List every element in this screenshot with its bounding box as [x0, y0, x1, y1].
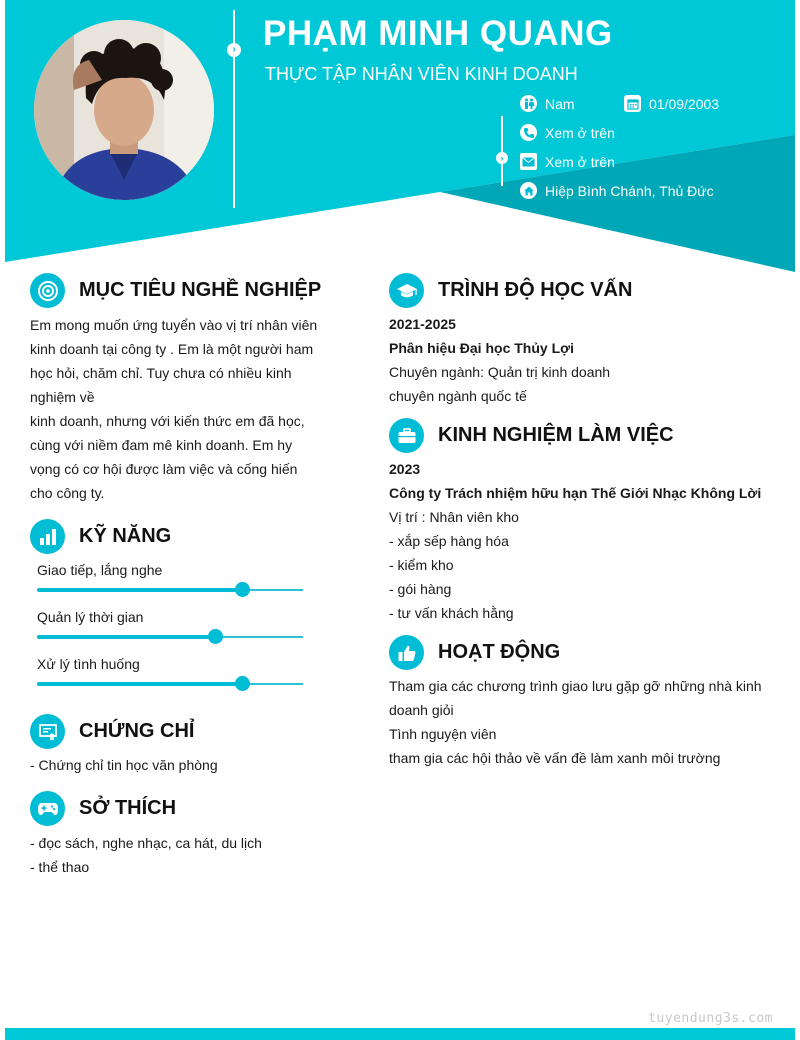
skill-bar-fill	[37, 588, 242, 592]
experience-line: - gói hàng	[389, 581, 452, 597]
contact-gender	[520, 95, 575, 112]
gender-icon	[520, 95, 537, 112]
skills-section-header	[30, 519, 171, 554]
certificates-title: CHỨNG CHỈ	[79, 720, 195, 742]
birthday-value: 01/09/2003	[649, 95, 720, 112]
target-icon	[30, 273, 65, 308]
header-divider-line	[233, 10, 235, 208]
experience-details	[389, 457, 761, 625]
skill-bar-knob	[235, 676, 250, 691]
objective-line: Em mong muốn ứng tuyển vào vị trí nhân viên	[30, 317, 318, 333]
certificate-icon	[30, 714, 65, 749]
activities-title: HOẠT ĐỘNG	[438, 641, 561, 663]
education-period: 2021-2025	[389, 316, 456, 332]
phone-icon	[520, 124, 537, 141]
hobbies-list	[30, 831, 262, 879]
education-line: Chuyên ngành: Quản trị kinh doanh	[389, 364, 611, 380]
contact-divider-line	[501, 116, 503, 186]
education-details	[389, 312, 610, 408]
experience-section-header	[389, 418, 674, 453]
thumbs-up-icon	[389, 635, 424, 670]
activity-line: Tham gia các chương trình giao lưu gặp gỡ những nhà kinh	[389, 678, 762, 694]
calendar-icon	[624, 95, 641, 112]
experience-line: - tư vấn khách hằng	[389, 605, 514, 621]
objective-text	[30, 313, 318, 505]
objective-section-header	[30, 273, 321, 308]
graduation-cap-icon	[389, 273, 424, 308]
education-line: chuyên ngành quốc tế	[389, 388, 527, 404]
contact-address	[520, 182, 714, 199]
email-value: Xem ở trên	[545, 153, 615, 170]
education-title: TRÌNH ĐỘ HỌC VẤN	[438, 279, 633, 301]
education-school: Phân hiệu Đại học Thủy Lợi	[389, 340, 574, 356]
experience-period: 2023	[389, 461, 421, 477]
hobby-item: - thể thao	[30, 859, 90, 875]
objective-title: MỤC TIÊU NGHỀ NGHIỆP	[79, 279, 322, 301]
experience-line: Vị trí : Nhân viên kho	[389, 509, 519, 525]
job-title: THỰC TẬP NHÂN VIÊN KINH DOANH	[265, 64, 578, 84]
activity-line: tham gia các hội thảo về vấn đề làm xanh môi trường	[389, 750, 721, 766]
skill-bar	[37, 636, 303, 638]
phone-value: Xem ở trên	[545, 124, 615, 141]
objective-line: kinh doanh, nhưng với kiến thức em đã học,	[30, 413, 305, 429]
contact-email	[520, 153, 615, 170]
activities-section-header	[389, 635, 560, 670]
experience-company: Công ty Trách nhiệm hữu hạn Thế Giới Nhạc Không Lời	[389, 485, 762, 501]
hobbies-section-header	[30, 791, 176, 826]
experience-title: KINH NGHIỆM LÀM VIỆC	[438, 424, 674, 446]
hobbies-title: SỞ THÍCH	[79, 797, 177, 819]
chevron-right-icon: ›	[496, 152, 508, 164]
skill-bar-knob	[235, 582, 250, 597]
education-section-header	[389, 273, 632, 308]
objective-line: học hỏi, chăm chỉ. Tuy chưa có nhiều kinh	[30, 365, 292, 381]
objective-line: nghiệm về	[30, 389, 95, 405]
skill-bar	[37, 683, 303, 685]
hobby-item: - đọc sách, nghe nhạc, ca hát, du lịch	[30, 835, 262, 851]
skills-title: KỸ NĂNG	[79, 525, 172, 547]
skill-label: Xử lý tình huống	[37, 656, 140, 672]
home-icon	[520, 182, 537, 199]
chevron-right-icon: ›	[227, 43, 241, 57]
activities-details	[389, 674, 762, 770]
skill-bar-knob	[208, 629, 223, 644]
skill-label: Quản lý thời gian	[37, 609, 144, 625]
objective-line: cùng với niềm đam mê kinh doanh. Em hy	[30, 437, 293, 453]
briefcase-icon	[389, 418, 424, 453]
skill-bar	[37, 589, 303, 591]
experience-line: - xắp sếp hàng hóa	[389, 533, 509, 549]
profile-photo	[34, 20, 214, 200]
certificates-list	[30, 753, 218, 777]
candidate-name: PHẠM MINH QUANG	[263, 14, 613, 53]
address-value: Hiệp Bình Chánh, Thủ Đức	[545, 182, 714, 199]
experience-line: - kiểm kho	[389, 557, 454, 573]
contact-birthday	[624, 95, 719, 112]
gender-value: Nam	[545, 95, 575, 112]
skill-bar-fill	[37, 682, 242, 686]
skill-bar-fill	[37, 635, 215, 639]
email-icon	[520, 153, 537, 170]
watermark: tuyendung3s.com	[648, 1011, 773, 1026]
objective-line: kinh doanh tại công ty . Em là một người ham	[30, 341, 314, 357]
objective-line: cho công ty.	[30, 485, 105, 501]
gamepad-icon	[30, 791, 65, 826]
contact-phone	[520, 124, 615, 141]
certificates-section-header	[30, 714, 194, 749]
activity-line: doanh giỏi	[389, 702, 454, 718]
activity-line: Tình nguyện viên	[389, 726, 497, 742]
certificate-item: - Chứng chỉ tin học văn phòng	[30, 757, 218, 773]
skill-label: Giao tiếp, lắng nghe	[37, 562, 163, 578]
objective-line: vọng có cơ hội được làm việc và cống hiến	[30, 461, 298, 477]
bar-chart-icon	[30, 519, 65, 554]
bottom-bar	[5, 1028, 795, 1040]
